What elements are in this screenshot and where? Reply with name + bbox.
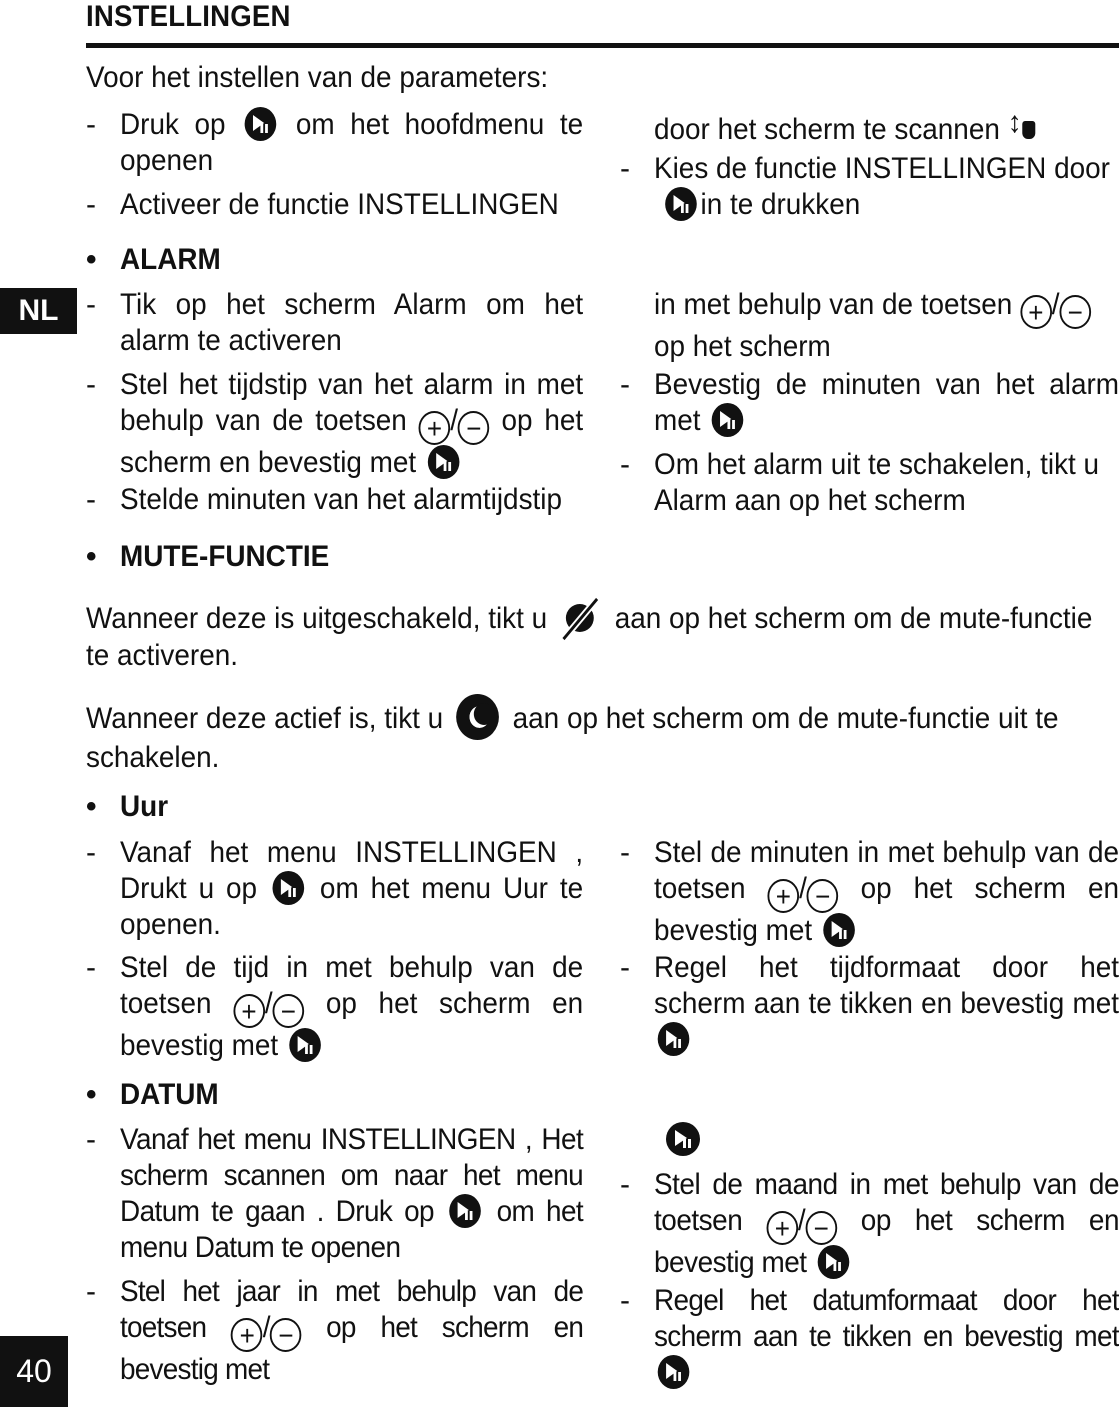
step-text: Regel het datumformaat door het scherm aan te tikken en bevestig met [654, 1284, 1119, 1353]
ok-button-icon [665, 187, 697, 221]
plus-button-icon: + [231, 1318, 263, 1352]
intro-step-2-cont [654, 107, 1119, 148]
page-number: 40 [0, 1336, 68, 1407]
step-text: op het scherm [654, 330, 831, 363]
alarm-step-5: Om het alarm uit te schakelen, tikt u Alarm aan op het scherm [654, 448, 1100, 517]
dash: - [620, 836, 630, 869]
plus-button-icon: + [419, 411, 451, 445]
minus-button-icon: − [807, 879, 839, 913]
intro-step-2: Activeer de functie INSTELLINGEN [120, 188, 559, 221]
step-text: op het scherm en bevestig met [120, 1311, 584, 1386]
plus-button-icon: + [233, 994, 265, 1028]
bullet: • [86, 790, 97, 823]
dash: - [620, 1168, 630, 1201]
section-heading-mute: MUTE-FUNCTIE [120, 540, 330, 573]
bullet: • [86, 540, 97, 573]
minus-button-icon: − [270, 1318, 302, 1352]
datum-step-3: Stel de maand in met behulp van de toetsen + / − op het scherm en bevestig met [654, 1168, 1119, 1279]
ok-button-icon [290, 1028, 322, 1062]
scroll-gesture-icon [1008, 107, 1040, 147]
minus-button-icon: − [805, 1211, 837, 1245]
alarm-step-1: Tik op het scherm Alarm om het alarm te activeren [120, 288, 584, 357]
intro-step-3 [654, 151, 1119, 223]
datum-step-4 [654, 1283, 1119, 1391]
paragraph-text: aan op het scherm om de mute-functie te activeren. [86, 602, 1093, 672]
uur-step-3: Stel de minuten in met behulp van de toetsen + / − op het scherm en bevestig met [654, 836, 1119, 947]
dash: - [620, 152, 630, 185]
step-text: om het hoofdmenu te openen [120, 108, 584, 177]
dash: - [86, 288, 96, 321]
section-heading-alarm: ALARM [120, 243, 221, 276]
alarm-step-3-cont: in met behulp van de toetsen + / − op het scherm [654, 287, 1119, 365]
datum-step-1 [120, 1122, 583, 1266]
mute-paragraph-2 [86, 694, 1116, 776]
ok-button-icon [666, 1122, 700, 1156]
paragraph-text: aan op het scherm om de mute-functie uit te schakelen. [86, 702, 1059, 774]
alarm-step-3: Stelde minuten van het alarmtijdstip [120, 483, 562, 516]
ok-button-icon [712, 403, 744, 437]
ok-button-icon [245, 107, 277, 141]
mute-paragraph-1 [86, 596, 1116, 674]
step-text: in te drukken [700, 188, 861, 221]
step-text: Druk op [120, 108, 226, 141]
moon-icon [457, 694, 500, 740]
plus-button-icon: + [768, 879, 800, 913]
paragraph-text: Wanneer deze is uitgeschakeld, tikt u [86, 602, 548, 635]
minus-button-icon: − [1059, 295, 1091, 329]
step-text: door het scherm te scannen [654, 113, 1000, 146]
alarm-step-2: Stel het tijdstip van het alarm in met behulp van de toetsen + / − op het scherm en bevestig met [120, 368, 584, 479]
minus-button-icon: − [458, 411, 490, 445]
ok-button-icon [658, 1355, 690, 1389]
step-text: in met behulp van de toetsen [654, 288, 1013, 321]
plus-button-icon: + [766, 1211, 798, 1245]
ok-button-icon [428, 445, 460, 479]
ok-button-icon [824, 913, 856, 947]
alarm-step-4 [654, 367, 1119, 439]
step-text: op het scherm en bevestig met [120, 404, 584, 479]
ok-button-icon [273, 871, 305, 905]
step-text: Regel het tijdformaat door het scherm aan te tikken en bevestig met [654, 951, 1119, 1020]
dash: - [620, 368, 630, 401]
step-text: op het scherm en bevestig met [120, 987, 584, 1062]
step-text: op het scherm en bevestig met [654, 872, 1119, 947]
dash: - [86, 483, 96, 516]
mute-off-icon [559, 596, 604, 638]
step-text: Stel de maand in met behulp van de toetsen [654, 1168, 1119, 1237]
dash: - [86, 951, 96, 984]
dash: - [620, 448, 630, 481]
plus-button-icon: + [1020, 295, 1052, 329]
section-heading-uur: Uur [120, 790, 169, 823]
step-text: Vanaf het menu INSTELLINGEN , Het scherm scannen om naar het menu Datum te gaan . Druk op [120, 1123, 584, 1228]
uur-step-4 [654, 950, 1119, 1058]
ok-button-icon [658, 1022, 690, 1056]
step-text: Stel het jaar in met behulp van de toetsen [120, 1275, 584, 1344]
page-title: INSTELLINGEN [86, 0, 291, 33]
step-text: Stel de minuten in met behulp van de toetsen [654, 836, 1119, 905]
step-text: om het menu Datum te openen [120, 1195, 584, 1264]
step-text: Stel het tijdstip van het alarm in met behulp van de toetsen [120, 368, 584, 437]
step-text: Stel de tijd in met behulp van de toetsen [120, 951, 584, 1020]
ok-button-icon [818, 1245, 850, 1279]
paragraph-text: Wanneer deze actief is, tikt u [86, 702, 444, 735]
step-text: Kies de functie INSTELLINGEN door [654, 152, 1110, 185]
uur-step-1 [120, 835, 583, 943]
dash: - [86, 108, 96, 141]
dash: - [86, 1275, 96, 1308]
datum-step-2: Stel het jaar in met behulp van de toetsen + / − op het scherm en bevestig met [120, 1275, 584, 1386]
dash: - [86, 1123, 96, 1156]
intro-step-1 [120, 107, 583, 179]
dash: - [620, 951, 630, 984]
bullet: • [86, 1078, 97, 1111]
minus-button-icon: − [273, 994, 305, 1028]
uur-step-2: Stel de tijd in met behulp van de toetsen + / − op het scherm en bevestig met [120, 951, 584, 1062]
step-text: Vanaf het menu INSTELLINGEN , Drukt u op [120, 836, 584, 905]
ok-button-icon [449, 1194, 481, 1228]
dash: - [86, 188, 96, 221]
datum-step-2-cont [662, 1122, 704, 1156]
language-tab: NL [0, 288, 77, 334]
bullet: • [86, 243, 97, 276]
title-rule [86, 43, 1119, 48]
section-heading-datum: DATUM [120, 1078, 219, 1111]
dash: - [86, 836, 96, 869]
step-text: op het scherm en bevestig met [654, 1204, 1119, 1279]
step-text: om het menu Uur te openen. [120, 872, 584, 941]
intro-lead: Voor het instellen van de parameters: [86, 61, 549, 94]
step-text: Bevestig de minuten van het alarm met [654, 368, 1119, 437]
dash: - [86, 368, 96, 401]
dash: - [620, 1284, 630, 1317]
